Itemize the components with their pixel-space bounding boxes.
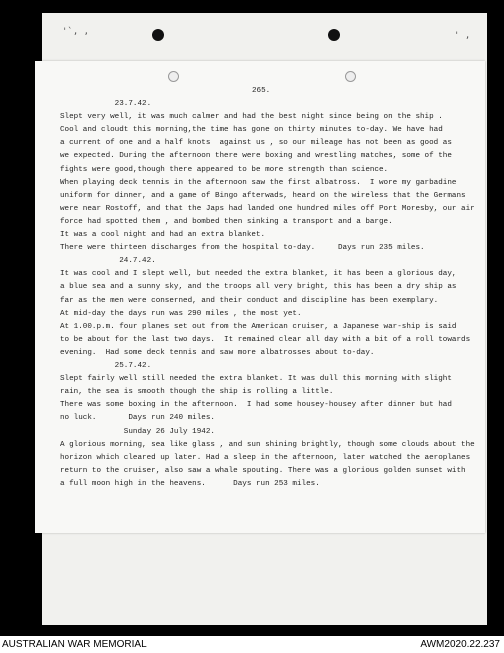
diary-line: Cool and cloudt this morning,the time has gone on thirty minutes to-day. We have had	[60, 126, 443, 135]
diary-line: no luck. Days run 240 miles.	[60, 414, 215, 423]
margin-mark: ' ,	[454, 31, 471, 41]
diary-page	[35, 61, 485, 533]
diary-line: There were thirteen discharges from the hospital to-day. Days run 235 miles.	[60, 244, 425, 253]
footer-bar	[0, 636, 504, 653]
diary-line: A glorious morning, sea like glass , and sun shining brightly, though some clouds about the	[60, 440, 475, 449]
diary-line: There was some boxing in the afternoon. I had some housey-housey after dinner but had	[60, 401, 452, 410]
diary-line: It was a cool night and had an extra blanket.	[60, 231, 266, 239]
diary-line: return to the cruiser, also saw a whale spouting. There was a glorious golden sunset with	[60, 466, 466, 475]
diary-line: When playing deck tennis in the afternoon saw the first albatross. I wore my garbadine	[60, 178, 457, 187]
diary-line: Slept very well, it was much calmer and had the best night since being on the ship .	[60, 113, 443, 122]
diary-line: to be about for the last two days. It remained clear all day with a bit of a roll towards	[60, 335, 471, 344]
footer-institution: AUSTRALIAN WAR MEMORIAL	[2, 639, 147, 650]
diary-line: At mid-day the days run was 290 miles , the most yet.	[60, 309, 302, 318]
diary-line: It was cool and I slept well, but needed the extra blanket, it has been a glorious day,	[60, 270, 457, 279]
diary-line: force had spotted them , and bombed then sinking a transport and a barge.	[60, 217, 393, 226]
diary-line: a full moon high in the heavens. Days run 253 miles.	[60, 479, 320, 488]
page-number: 265.	[252, 87, 271, 95]
binder-hole-left	[152, 29, 164, 41]
diary-line: 23.7.42.	[60, 100, 152, 108]
diary-line: rain, the sea is smooth though the ship is rolling a little.	[60, 388, 334, 397]
diary-line: uniform for dinner, and a game of Bingo afterwads, heard on the wireless that the Germans	[60, 191, 466, 200]
diary-line: fights were good,though there appeared to be more strength than science.	[60, 165, 389, 174]
diary-line: we expected. During the afternoon there were boxing and wrestling matches, some of the	[60, 152, 452, 161]
diary-line: evening. Had some deck tennis and saw more albatrosses about to-day.	[60, 348, 375, 357]
binder-hole-right	[328, 29, 340, 41]
diary-line: a blue sea and a sunny sky, and the troops all very bright, this has been a dry ship as	[60, 283, 457, 292]
diary-line: Slept fairly well still needed the extra blanket. It was dull this morning with slight	[60, 375, 452, 384]
punch-hole-left	[168, 71, 179, 82]
diary-line: 25.7.42.	[60, 362, 152, 370]
diary-line: Sunday 26 July 1942.	[60, 427, 215, 436]
footer-reference: AWM2020.22.237	[420, 639, 500, 650]
diary-line: far as the men were conserned, and their conduct and discipline has been exemplary.	[60, 296, 439, 305]
diary-line: At 1.00.p.m. four planes set out from the American cruiser, a Japanese war-ship is said	[60, 322, 457, 331]
diary-line: were near Rostoff, and that the Japs had landed one hundred miles off Port Moresby, our air	[60, 204, 475, 213]
diary-line: 24.7.42.	[60, 257, 156, 266]
diary-line: horizon which cleared up later. Had a sleep in the afternoon, later watched the aeroplanes	[60, 453, 471, 462]
punch-hole-right	[345, 71, 356, 82]
staple-mark: '`, ,	[62, 27, 90, 37]
diary-line: a current of one and a half knots against us , so our mileage has not been as good as	[60, 139, 452, 148]
